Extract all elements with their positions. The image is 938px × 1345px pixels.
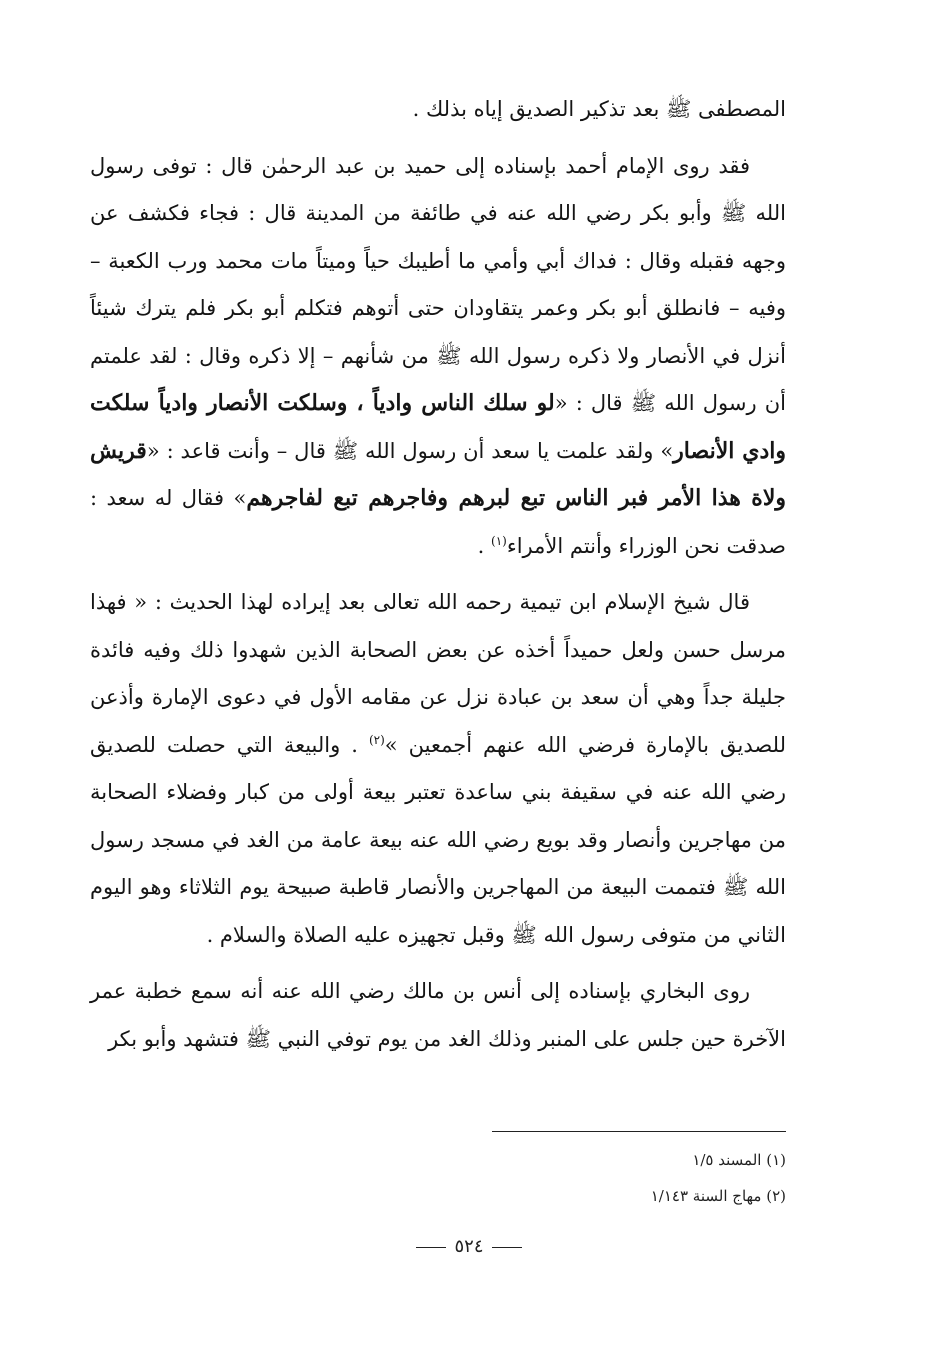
footnote-ref-1: (١) (491, 533, 507, 548)
paragraph-ibn-taymiyya: قال شيخ الإسلام ابن تيمية رحمه الله تعالى بعد إيراده لهذا الحديث : « فهذا مرسل حسن ولعل حميداً أخذه عن بعض الصحابة الذين شهدوا ذلك وفيه فائدة جليلة جداً وهي أن سعد بن عبادة نزل عن مقامه الأول في دعوى الإمارة وأذعن للصديق بالإمارة فرضي الله عنهم أجمعين »$^{(٢)}$ . والبيعة التي حصلت للصديق رضي الله عنه في سقيفة بني ساعدة تعتبر بيعة أولى من كبار وفضلاء الصحابة من مهاجرين وأنصار وقد بويع رضي الله عنه بيعة عامة من الغد في مسجد رسول الله ﷺ فتممت البيعة من المهاجرين والأنصار قاطبة صبيحة يوم الثلاثاء وهو اليوم الثاني من متوفى رسول الله ﷺ وقبل تجهيزه عليه الصلاة والسلام . (90, 590, 786, 947)
hadith-quote-ansar: لو سلك الناس وادياً ، وسلكت الأنصار وادياً سلكت وادي الأنصار (90, 390, 786, 464)
page-number-dash-right (492, 1247, 522, 1248)
page-number: ٥٢٤ (0, 1236, 938, 1257)
footnote-separator (492, 1131, 786, 1132)
footnote-1: (١) المسند ١/٥ (692, 1151, 786, 1169)
hadith-quote-quraysh: قريش ولاة هذا الأمر فبر الناس تبع لبرهم وفاجرهم تبع لفاجرهم (90, 437, 786, 511)
footnotes (492, 1142, 786, 1214)
main-text (90, 86, 786, 1063)
paragraph-continuation: المصطفى ﷺ بعد تذكير الصديق إياه بذلك . (412, 97, 786, 121)
paragraph-bukhari: روى البخاري بإسناده إلى أنس بن مالك رضي الله عنه أنه سمع خطبة عمر الآخرة حين جلس على المنبر وذلك الغد من يوم توفي النبي ﷺ فتشهد وأبو بكر (90, 979, 786, 1051)
page-number-dash-left (416, 1247, 446, 1248)
paragraph-ahmad-narration: فقد روى الإمام أحمد بإسناده إلى حميد بن عبد الرحمٰن قال : توفى رسول الله ﷺ وأبو بكر رضي الله عنه في طائفة من المدينة قال : فجاء فكشف عن وجهه فقبله وقال : فداك أبي وأمي ما أطيبك حياً وميتاً مات محمد ورب الكعبة – وفيه – فانطلق أبو بكر وعمر يتقاودان حتى أتوهم فتكلم أبو بكر فلم يترك شيئاً أنزل في الأنصار ولا ذكره رسول الله ﷺ من شأنهم – إلا ذكره وقال : لقد علمتم أن رسول الله ﷺ قال : «لو سلك الناس وادياً ، وسلكت الأنصار وادياً سلكت وادي الأنصار» ولقد علمت يا سعد أن رسول الله ﷺ قال – وأنت قاعد : «قريش ولاة هذا الأمر فبر الناس تبع لبرهم وفاجرهم تبع لفاجرهم» فقال له سعد : صدقت نحن الوزراء وأنتم الأمراء$^{(١)}$ . (90, 153, 786, 558)
footnote-2: (٢) مهاج السنة ١/١٤٣ (650, 1187, 786, 1205)
footnote-ref-2: (٢) (368, 732, 385, 747)
